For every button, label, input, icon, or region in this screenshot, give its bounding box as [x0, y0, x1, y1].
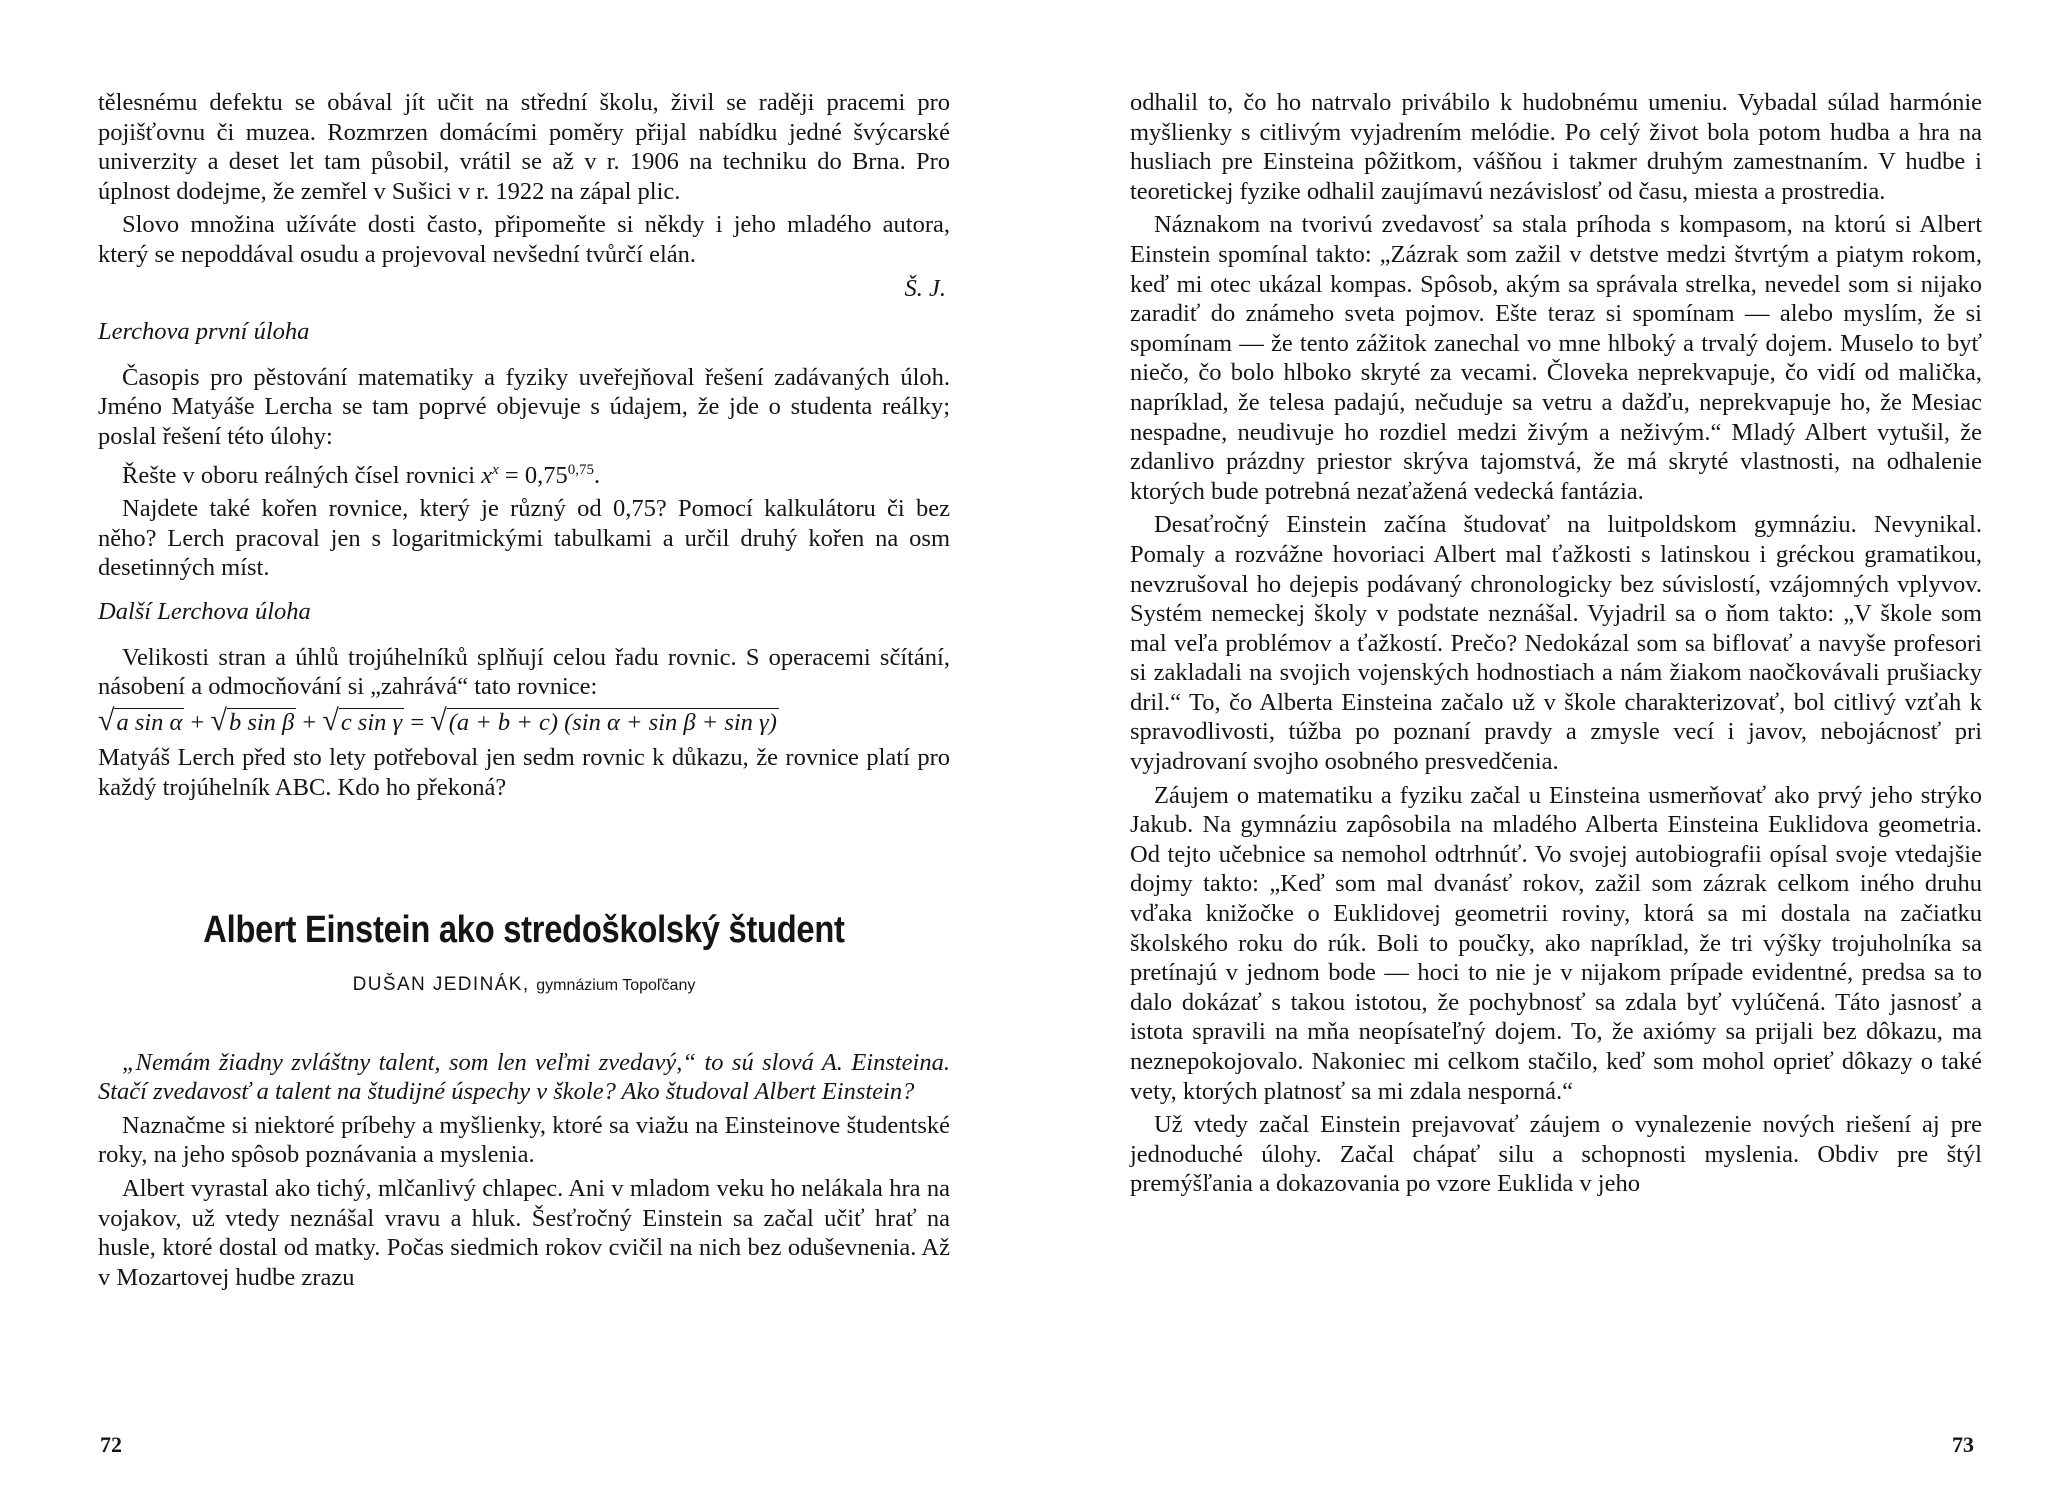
paragraph: Už vtedy začal Einstein prejavovať záujem o vynalezenie nových riešení aj pre jednoduché úlohy. Začal chápať silu a schopnosti myslenia. Obdiv pre štýl premýšľania a dokazovania po vzore Euklida v jeho: [1130, 1111, 1982, 1198]
paragraph: Velikosti stran a úhlů trojúhelníků splňují celou řadu rovnic. S operacemi sčítání, násobení a odmocňování si „zahrává“ tato rovnice:: [98, 643, 950, 701]
formula-rhs: (a + b + c) (sin α + sin β + sin γ): [448, 708, 777, 736]
paragraph: odhalil to, čo ho natrvalo privábilo k hudobnému umeniu. Vybadal súlad harmónie myšlienky s citlivým vyjadrením melódie. Po celý život bola potom hudba a hra na husliach pre Einsteina pôžitkom, vášňou i takmer druhým zamestnaním. V hudbe i teoretickej fyzike odhalil zaujímavú nezávislosť od času, miesta a prostredia.: [1130, 89, 1982, 205]
paragraph: tělesnému defektu se obával jít učit na střední školu, živil se raději pracemi pro pojišťovnu či muzea. Rozmrzen domácími poměry přijal nabídku jedné švýcarské univerzity a deset let tam působil, vrátil se až v r. 1906 na techniku do Brna. Pro úplnost dodejme, že zemřel v Sušici v r. 1922 na zápal plic.: [98, 89, 950, 205]
equation-line: [98, 456, 950, 491]
formula-term-a: a sin α: [116, 708, 183, 736]
paragraph: Náznakom na tvorivú zvedavosť sa stala príhoda s kompasom, na ktorú si Albert Einstein spomínal takto: „Zázrak som zažil v detstve medzi štvrtým a piatym rokom, keď mi otec ukázal kompas. Spôsob, akým sa správala strelka, nevedel som si nijako zaradiť do známeho sveta pojmov. Ešte teraz si spomínam — alebo myslím, že si spomínam — že tento zážitok zanechal vo mne hlboký a trvalý dojem. Muselo to byť niečo, čo bolo hlboko skryté za vecami. Človeka neprekvapuje, čo vidí od malička, napríklad, že telesa padajú, nečuduje sa vetru a dažďu, neprekvapuje ho, že Mesiac nespadne, neudivuje ho rozdiel medzi živým a neživým.“ Mladý Albert vytušil, že zdanlivo prázdny priestor skrýva tajomstvá, že má skryté vlastnosti, na odhalenie ktorých bude potrebná nezaťažená vedecká fantázia.: [1130, 211, 1982, 505]
equation-eq: = 0,75: [504, 461, 568, 489]
paragraph: Matyáš Lerch před sto lety potřeboval jen sedm rovnic k důkazu, že rovnice platí pro každý trojúhelník ABC. Kdo ho překoná?: [98, 744, 950, 802]
equation-lhs: x: [481, 461, 493, 489]
institution: gymnázium Topoľčany: [536, 976, 696, 994]
left-page: [98, 88, 950, 1296]
paragraph: Albert vyrastal ako tichý, mlčanlivý chlapec. Ani v mladom veku ho nelákala hra na vojakov, už vtedy neznášal vravu a hluk. Šesťročný Einstein sa začal učiť hrať na husle, ktoré dostal od matky. Počas siedmich rokov cvičil na nich bez oduševnenia. Až v Mozartovej hudbe zrazu: [98, 1175, 950, 1291]
byline: [98, 974, 950, 996]
section-title: Další Lerchova úloha: [98, 598, 311, 626]
equation-end: .: [593, 461, 601, 489]
equation-lhs-exp: x: [492, 461, 499, 478]
formula-term-b: b sin β: [228, 708, 295, 736]
page-number: 72: [100, 1432, 122, 1457]
paragraph: Najdete také kořen rovnice, který je různý od 0,75? Pomocí kalkulátoru či bez něho? Lerch pracoval jen s logaritmickými tabulkami a určil druhý kořen na osm desetinných míst.: [98, 495, 950, 582]
page-number: 73: [1952, 1432, 1974, 1457]
author: DUŠAN JEDINÁK,: [352, 973, 530, 995]
right-page: [1130, 88, 1982, 1203]
lead-paragraph: „Nemám žiadny zvláštny talent, som len veľmi zvedavý,“ to sú slová A. Einsteina. Stačí zvedavosť a talent na študijné úspechy v škole? Ako študoval Albert Einstein?: [98, 1048, 950, 1106]
formula-term-c: c sin γ: [340, 708, 403, 736]
formula: √a sin α + √b sin β + √c sin γ = √(a + b + c) (sin α + sin β + sin γ): [98, 703, 777, 737]
article-title: Albert Einstein ako stredoškolský študent: [203, 908, 845, 951]
equation-text: Řešte v oboru reálných čísel rovnici: [122, 461, 476, 489]
section-title: Lerchova první úloha: [98, 318, 310, 346]
paragraph: Časopis pro pěstování matematiky a fyziky uveřejňoval řešení zadávaných úloh. Jméno Matyáše Lercha se tam poprvé objevuje s údajem, že jde o studenta reálky; poslal řešení této úlohy:: [98, 363, 950, 450]
paragraph: Záujem o matematiku a fyziku začal u Einsteina usmerňovať ako prvý jeho strýko Jakub. Na gymnáziu zapôsobila na mladého Alberta Einsteina Euklidova geometria. Od tejto učebnice sa nemohol odtrhnúť. Vo svojej autobiografii opísal svoje vtedajšie dojmy takto: „Keď som mal dvanásť rokov, zažil som zázrak celkom iného druhu vďaka knižočke o Euklidovej geometrii roviny, ktorá sa mi dostala na začiatku školského roku do rúk. Boli to poučky, ako napríklad, že tri výšky trojuholníka sa pretínajú v jednom bode — hoci to nie je v nijakom prípade evidentné, predsa sa to dalo dokázať s takou istotou, že pochybnosť sa zdala byť vylúčená. Táto jasnosť a istota spravili na mňa neopísateľný dojem. To, že axiómy sa prijali bez dôkazu, ma neznepokojovalo. Nakoniec mi celkom stačilo, keď som mohol oprieť dôkazy o také vety, ktorých platnosť sa mi zdala nesporná.“: [1130, 781, 1982, 1105]
signature: Š. J.: [904, 274, 946, 302]
paragraph: Naznačme si niektoré príbehy a myšlienky, ktoré sa viažu na Einsteinove študentské roky, na jeho spôsob poznávania a myslenia.: [98, 1111, 950, 1169]
paragraph: Desaťročný Einstein začína študovať na luitpoldskom gymnáziu. Nevynikal. Pomaly a rozvážne hovoriaci Albert mal ťažkosti s latinskou i gréckou gramatikou, nevzrušoval ho dejepis podávaný chronologicky bez súvislostí, vzájomných vplyvov. Systém nemeckej školy v podstate neznášal. Vyjadril sa o ňom takto: „V škole som mal veľa problémov a ťažkostí. Prečo? Nedokázal som sa biflovať a navyše profesori si zakladali na svojich vojenských hodnostiach a nám žiakom naočkovávali prušiacky dril.“ To, čo Alberta Einsteina začalo už v škole charakterizovať, bol citlivý vzťah k spravodlivosti, túžba po poznaní pravdy a zmysle vecí i javov, nebojácnosť pri vyjadrovaní svojho osobného presvedčenia.: [1130, 511, 1982, 776]
equation-exp: 0,75: [567, 461, 594, 478]
paragraph: Slovo množina užíváte dosti často, připomeňte si někdy i jeho mladého autora, který se nepoddával osudu a projevoval nevšední tvůrčí elán.: [98, 211, 950, 268]
